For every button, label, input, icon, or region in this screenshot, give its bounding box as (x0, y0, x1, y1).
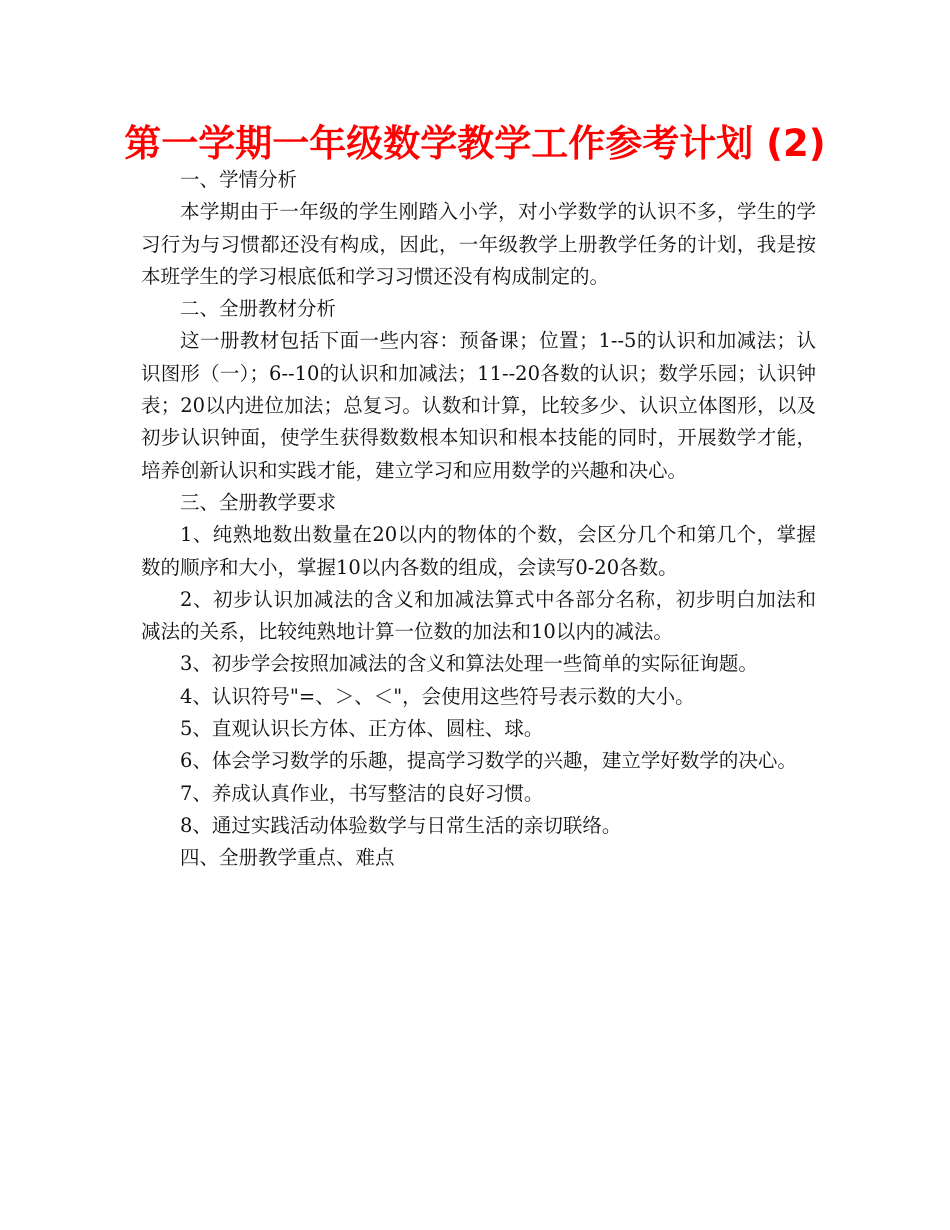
document-title: 第一学期一年级数学教学工作参考计划 (2) (124, 122, 826, 165)
paragraph-textbook-analysis: 这一册教材包括下面一些内容：预备课；位置；1--5的认识和加减法；认识图形（一）；6--10的认识和加减法；11--20各数的认识；数学乐园；认识钟表；20以内进位加法；总复习。认数和计算，比较多少、认识立体图形，以及初步认识钟面，使学生获得数数根本知识和根本技能的同时，开展数学才能，培养创新认识和实践才能，建立学习和应用数学的兴趣和决心。 (141, 329, 816, 482)
section-heading-4: 四、全册教学重点、难点 (180, 846, 395, 870)
requirement-item-7: 7、养成认真作业，书写整洁的良好习惯。 (180, 781, 544, 805)
requirement-item-6: 6、体会学习数学的乐趣，提高学习数学的兴趣，建立学好数学的决心。 (180, 749, 797, 773)
requirement-item-5: 5、直观认识长方体、正方体、圆柱、球。 (180, 717, 544, 741)
requirement-item-4: 4、认识符号"=、＞、＜"，会使用这些符号表示数的大小。 (180, 684, 695, 708)
requirement-item-2: 2、初步认识加减法的含义和加减法算式中各部分名称，初步明白加法和减法的关系，比较纯熟地计算一位数的加法和10以内的减法。 (141, 587, 816, 644)
section-heading-2: 二、全册教材分析 (180, 297, 337, 321)
paragraph-student-analysis: 本学期由于一年级的学生刚踏入小学，对小学数学的认识不多，学生的学习行为与习惯都还没有构成，因此，一年级教学上册教学任务的计划，我是按本班学生的学习根底低和学习习惯还没有构成制定的。 (141, 200, 816, 288)
requirement-item-8: 8、通过实践活动体验数学与日常生活的亲切联络。 (180, 813, 622, 837)
requirement-item-1: 1、纯熟地数出数量在20以内的物体的个数，会区分几个和第几个，掌握数的顺序和大小，掌握10以内各数的组成，会读写0-20各数。 (141, 523, 816, 579)
requirement-item-3: 3、初步学会按照加减法的含义和算法处理一些简单的实际征询题。 (180, 652, 758, 676)
section-heading-3: 三、全册教学要求 (180, 490, 337, 514)
document-body (141, 164, 816, 875)
section-heading-1: 一、学情分析 (180, 168, 298, 191)
